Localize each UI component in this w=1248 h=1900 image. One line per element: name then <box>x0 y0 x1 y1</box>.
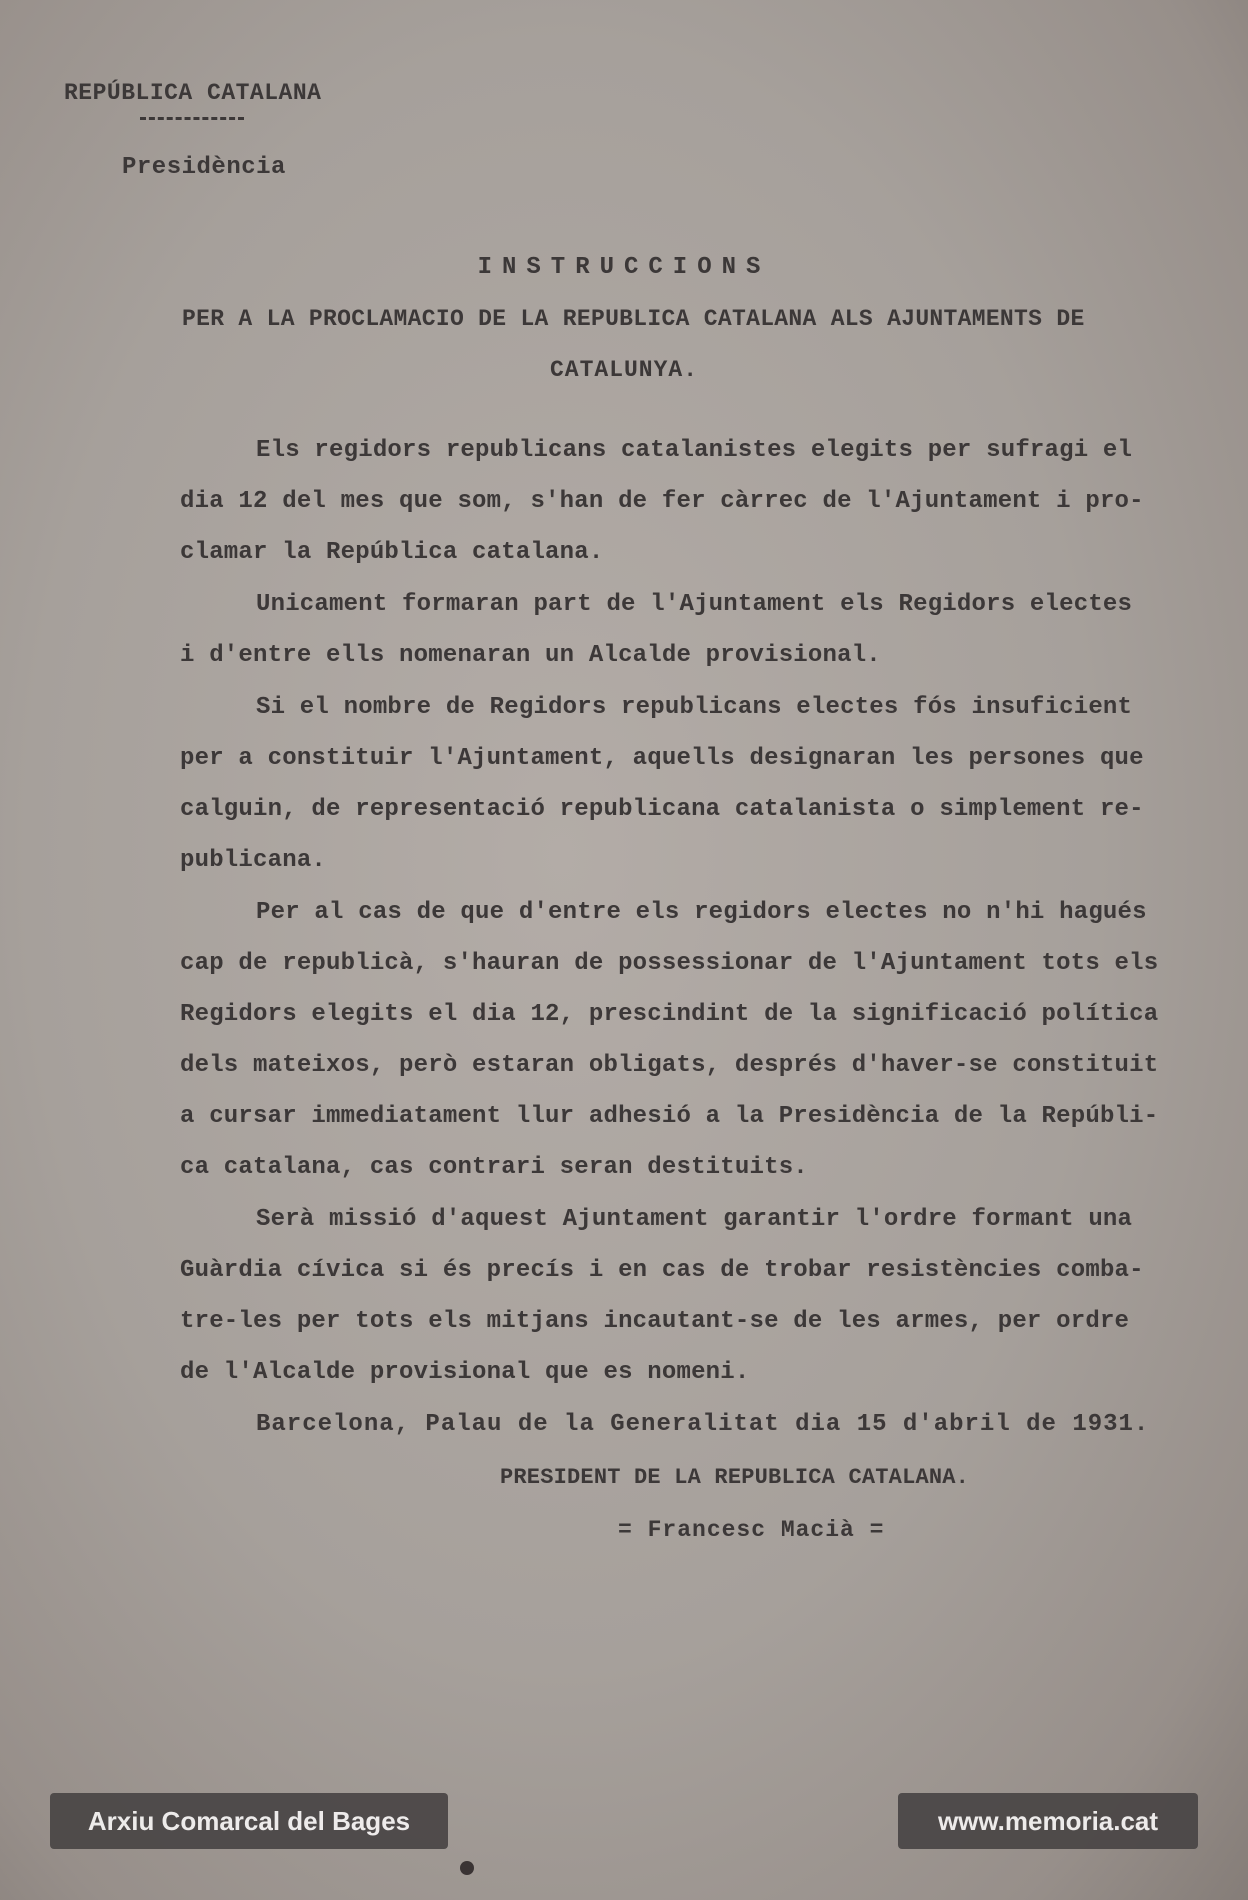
body-line: i d'entre ells nomenaran un Alcalde provisional. <box>180 642 881 669</box>
body-line: tre-les per tots els mitjans incautant-se de les armes, per ordre <box>180 1308 1130 1335</box>
header-presidencia: Presidència <box>122 154 286 181</box>
header-republica-catalana: REPÚBLICA CATALANA <box>64 80 322 106</box>
body-line: Els regidors republicans catalanistes elegits per sufragi el <box>256 437 1133 464</box>
date-line: Barcelona, Palau de la Generalitat dia 15 d'abril de 1931. <box>256 1411 1150 1438</box>
body-line: Regidors elegits el dia 12, prescindint de la significació política <box>180 1001 1159 1028</box>
body-line: a cursar immediatament llur adhesió a la Presidència de la Repúbli- <box>180 1103 1159 1130</box>
body-line: Serà missió d'aquest Ajuntament garantir l'ordre formant una <box>256 1206 1133 1233</box>
document-title: INSTRUCCIONS <box>477 254 771 281</box>
body-line: dels mateixos, però estaran obligats, després d'haver-se constituit <box>180 1052 1159 1079</box>
header-underline <box>140 117 244 120</box>
body-line: Unicament formaran part de l'Ajuntament els Regidors electes <box>256 591 1133 618</box>
body-line: ca catalana, cas contrari seran destituits. <box>180 1154 808 1181</box>
ink-speck <box>460 1861 474 1875</box>
body-line: publicana. <box>180 847 327 874</box>
body-line: clamar la República catalana. <box>180 539 604 566</box>
archive-watermark-badge: Arxiu Comarcal del Bages <box>50 1793 448 1849</box>
body-line: Guàrdia cívica si és precís i en cas de trobar resistències comba- <box>180 1257 1144 1284</box>
document-subtitle-line1: PER A LA PROCLAMACIO DE LA REPUBLICA CATALANA ALS AJUNTAMENTS DE <box>182 306 1085 332</box>
body-line: calguin, de representació republicana catalanista o simplement re- <box>180 796 1144 823</box>
website-watermark-badge: www.memoria.cat <box>898 1793 1198 1849</box>
body-line: per a constituir l'Ajuntament, aquells designaran les persones que <box>180 745 1144 772</box>
signer-title: PRESIDENT DE LA REPUBLICA CATALANA. <box>500 1465 970 1490</box>
body-line: Si el nombre de Regidors republicans electes fós insuficient <box>256 694 1133 721</box>
body-line: dia 12 del mes que som, s'han de fer càrrec de l'Ajuntament i pro- <box>180 488 1144 515</box>
body-line: de l'Alcalde provisional que es nomeni. <box>180 1359 750 1386</box>
body-line: Per al cas de que d'entre els regidors electes no n'hi hagués <box>256 899 1147 926</box>
signer-name: = Francesc Macià = <box>618 1517 885 1543</box>
body-line: cap de republicà, s'hauran de possessionar de l'Ajuntament tots els <box>180 950 1159 977</box>
document-subtitle-line2: CATALUNYA. <box>549 357 699 383</box>
